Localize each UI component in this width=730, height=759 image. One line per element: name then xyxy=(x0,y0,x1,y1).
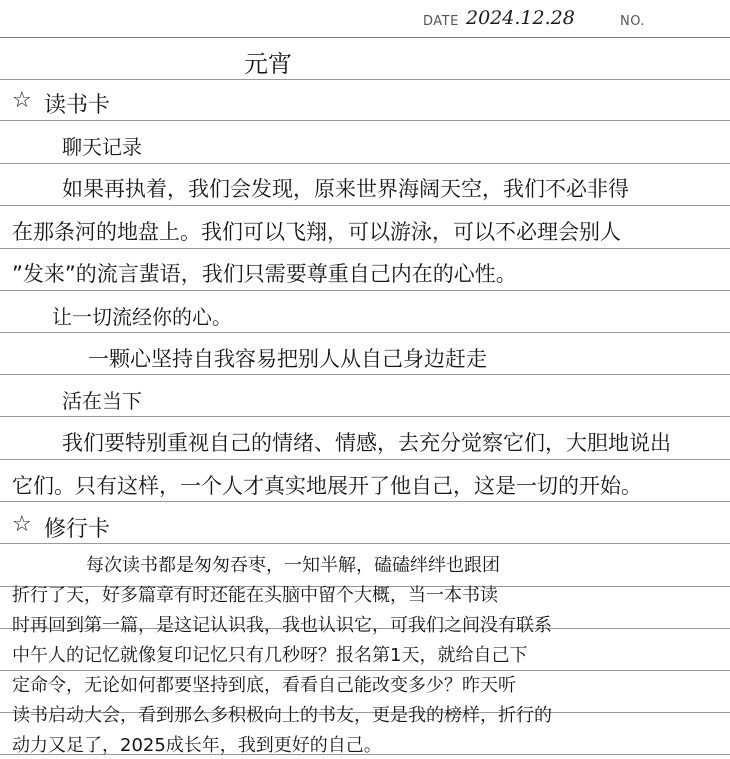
section-heading-practice-card: 修行卡 xyxy=(44,517,111,542)
rule-line xyxy=(0,416,730,417)
number-label: NO. xyxy=(620,14,646,29)
rule-line xyxy=(0,501,730,502)
rule-line xyxy=(0,79,730,80)
paragraph-line: 如果再执着，我们会发现，原来世界海阔天空，我们不必非得 xyxy=(62,177,629,201)
rule-line xyxy=(0,332,730,333)
star-icon: ☆ xyxy=(12,88,32,113)
date-value: 2024.12.28 xyxy=(466,7,575,29)
paragraph-line: 每次读书都是匆匆吞枣，一知半解，磕磕绊绊也跟团 xyxy=(86,555,500,576)
paragraph-line: 在那条河的地盘上。我们可以飞翔，可以游泳，可以不必理会别人 xyxy=(12,220,621,244)
paragraph-line: 定命令，无论如何都要坚持到底，看看自己能改变多少？昨天听 xyxy=(12,675,516,696)
paragraph-line: 它们。只有这样，一个人才真实地展开了他自己，这是一切的开始。 xyxy=(12,474,642,498)
rule-line xyxy=(0,120,730,121)
paragraph-line: 动力又足了，2025成长年，我到更好的自己。 xyxy=(12,735,382,756)
rule-line xyxy=(0,37,730,38)
rule-line xyxy=(0,248,730,249)
paragraph-line: 折行了天，好多篇章有时还能在头脑中留个大概，当一本书读 xyxy=(12,585,498,606)
star-icon: ☆ xyxy=(12,512,32,537)
section-heading-reading-card: 读书卡 xyxy=(44,93,111,118)
subheading: 聊天记录 xyxy=(62,135,142,159)
rule-line xyxy=(0,205,730,206)
rule-line xyxy=(0,543,730,544)
paragraph-line: ”发来”的流言蜚语，我们只需要尊重自己内在的心性。 xyxy=(12,262,517,286)
paragraph-line: 我们要特别重视自己的情绪、情感，去充分觉察它们，大胆地说出 xyxy=(62,431,671,455)
paragraph-line: 时再回到第一篇，是这记认识我，我也认识它，可我们之间没有联系 xyxy=(12,615,552,636)
rule-line xyxy=(0,374,730,375)
subheading: 让一切流经你的心。 xyxy=(52,305,232,329)
rule-line xyxy=(0,459,730,460)
paragraph-line: 中午人的记忆就像复印记忆只有几秒呀？报名第1天，就给自己下 xyxy=(12,645,528,666)
subheading: 活在当下 xyxy=(62,389,142,413)
rule-line xyxy=(0,163,730,164)
date-label: DATE xyxy=(423,14,459,29)
paragraph-line: 一颗心坚持自我容易把别人从自己身边赶走 xyxy=(88,347,487,371)
page-title: 元宵 xyxy=(244,50,292,78)
rule-line xyxy=(0,290,730,291)
paragraph-line: 读书启动大会，看到那么多积极向上的书友，更是我的榜样，折行的 xyxy=(12,705,552,726)
